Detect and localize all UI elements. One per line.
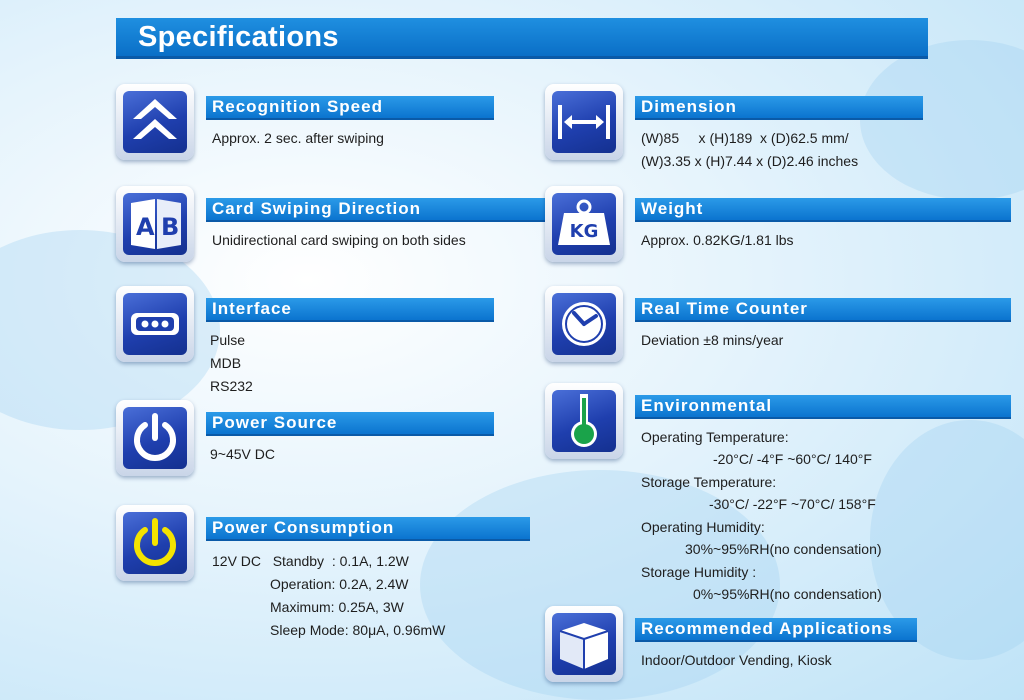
spec-line: Approx. 0.82KG/1.81 lbs [641,232,794,248]
clock-icon [552,293,616,355]
spec-line: Operation: 0.2A, 2.4W [270,576,409,592]
svg-text:A: A [136,213,155,241]
card-ab-icon [123,193,187,255]
spec-title-bar [635,96,923,120]
spec-line: 0%~95%RH(no condensation) [693,586,882,602]
spec-line: -20°C/ -4°F ~60°C/ 140°F [713,451,872,467]
power-yellow-icon [123,512,187,574]
power-icon [123,407,187,469]
spec-line: Operating Humidity: [641,519,765,535]
spec-title: Card Swiping Direction [212,199,422,218]
spec-line: (W)85 x (H)189 x (D)62.5 mm/ [641,130,849,146]
spec-title-bar [206,298,494,322]
spec-line: Storage Humidity : [641,564,757,580]
background-shape [860,40,1024,200]
spec-title: Interface [212,299,292,318]
spec-line: Indoor/Outdoor Vending, Kiosk [641,652,832,668]
spec-title: Dimension [641,97,737,116]
icon-frame [545,286,623,362]
spec-line: Pulse [210,332,246,348]
spec-title-bar [206,412,494,436]
page-title: Specifications [138,21,339,53]
spec-line: Operating Temperature: [641,429,789,445]
spec-title-bar [206,96,494,120]
icon-frame [116,186,194,262]
spec-title: Real Time Counter [641,299,808,318]
speed-arrows-icon [123,91,187,153]
icon-frame [116,286,194,362]
kg-weight-icon [552,193,616,255]
spec-line: 12V DC Standby : 0.1A, 1.2W [212,553,409,569]
spec-line: Storage Temperature: [641,474,777,490]
spec-title-bar [635,198,1011,222]
spec-line: RS232 [210,378,253,394]
spec-line: MDB [210,355,242,371]
spec-line: Sleep Mode: 80μA, 0.96mW [270,622,446,638]
spec-title-bar [635,395,1011,419]
spec-line: Deviation ±8 mins/year [641,332,784,348]
spec-title: Power Source [212,413,338,432]
spec-line: Unidirectional card swiping on both sides [212,232,466,248]
spec-title: Power Consumption [212,518,395,537]
spec-title-bar [635,298,1011,322]
dimension-arrow-icon [552,91,616,153]
icon-frame [116,84,194,160]
box-icon [552,613,616,675]
spec-line: Maximum: 0.25A, 3W [270,599,404,615]
spec-title: Recommended Applications [641,619,893,638]
thermometer-icon [552,390,616,452]
spec-title: Weight [641,199,704,218]
serial-port-icon [123,293,187,355]
icon-frame [545,383,623,459]
spec-title: Recognition Speed [212,97,383,116]
spec-line: 9~45V DC [210,446,275,462]
icon-frame [116,400,194,476]
icon-frame [116,505,194,581]
spec-title-bar [635,618,917,642]
spec-line: Approx. 2 sec. after swiping [212,130,384,146]
icon-frame [545,186,623,262]
spec-line: -30°C/ -22°F ~70°C/ 158°F [709,496,876,512]
icon-frame [545,84,623,160]
spec-line: 30%~95%RH(no condensation) [685,541,882,557]
spec-title-bar [206,517,530,541]
spec-title: Environmental [641,396,773,415]
kg-label: KG [569,221,599,242]
svg-text:B: B [161,213,180,241]
icon-frame [545,606,623,682]
spec-line: (W)3.35 x (H)7.44 x (D)2.46 inches [641,153,859,169]
page-header [116,18,928,59]
